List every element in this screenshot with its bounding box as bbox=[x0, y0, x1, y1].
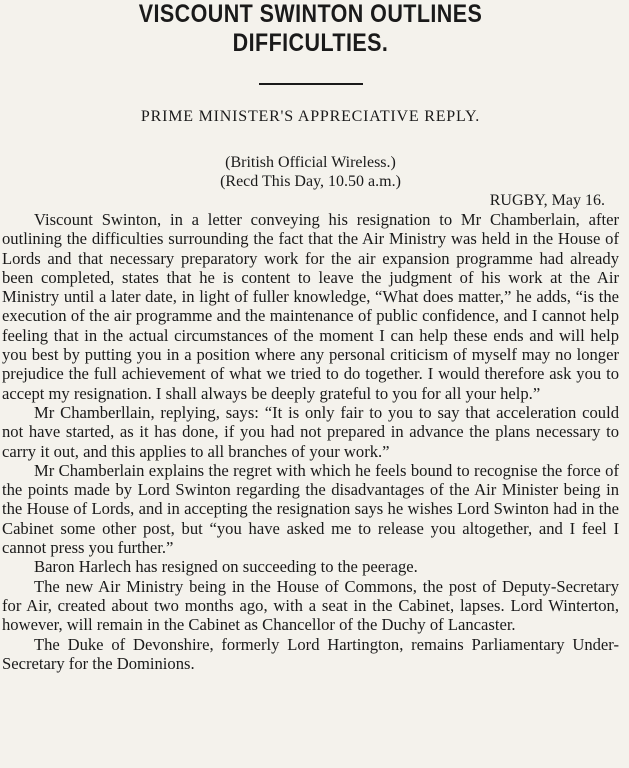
paragraph-4: Baron Harlech has resigned on succeeding to the peerage. bbox=[34, 557, 418, 577]
divider-rule bbox=[259, 83, 363, 85]
paragraph-2: Mr Chamberllain, replying, says: “It is only fair to you to say that acceleration could not have started, as it has done, if you had not prepared in advance the plans necessary to carry it out, and this applies to all branches of your work.” bbox=[2, 402, 619, 461]
subheadline: PRIME MINISTER'S APPRECIATIVE REPLY. bbox=[140, 108, 481, 125]
paragraph-3: Mr Chamberlain explains the regret with which he feels bound to recognise the force of the points made by Lord Swinton regarding the disadvantages of the Air Minister being in the House of Lords, and in accepting the resignation says he wishes Lord Swinton had in the Cabinet some other post, but “you have asked me to release you altogether, and I feel I cannot press you further.” bbox=[2, 460, 619, 558]
received-time: (Recd This Day, 10.50 a.m.) bbox=[220, 173, 401, 190]
article-body bbox=[2, 210, 619, 673]
paragraph-6: The Duke of Devonshire, formerly Lord Hartington, remains Parliamentary Under-Secretary for the Dominions. bbox=[2, 634, 619, 673]
headline bbox=[45, 0, 576, 58]
paragraph-1: Viscount Swinton, in a letter conveying his resignation to Mr Chamberlain, after outlining the difficulties surrounding the fact that the Air Ministry was held in the House of Lords and that necessary preparatory work for the air expansion programme had already been completed, states that he is content to leave the judgment of his work at the Air Ministry until a later date, in light of fuller knowledge, “What does matter,” he adds, “is the execution of the air programme and the maintenance of public confidence, and I cannot help feeling that in the actual circumstances of the moment I can help these ends and will help you best by putting you in a position where any personal criticism of myself may no longer prejudice the full achievement of what we tried to do together. I would therefore ask you to accept my resignation. I shall always be deeply grateful to you for all your help.” bbox=[2, 210, 619, 403]
headline-line-1: VISCOUNT SWINTON OUTLINES bbox=[138, 0, 483, 28]
wire-source: (British Official Wireless.) bbox=[225, 154, 396, 171]
headline-line-2: DIFFICULTIES. bbox=[232, 29, 389, 57]
dateline: RUGBY, May 16. bbox=[489, 192, 605, 209]
paragraph-5: The new Air Ministry being in the House of Commons, the post of Deputy-Secretary for Air, created about two months ago, with a seat in the Cabinet, lapses. Lord Winterton, however, will remain in the Cabinet as Chancellor of the Duchy of Lancaster. bbox=[2, 576, 619, 635]
